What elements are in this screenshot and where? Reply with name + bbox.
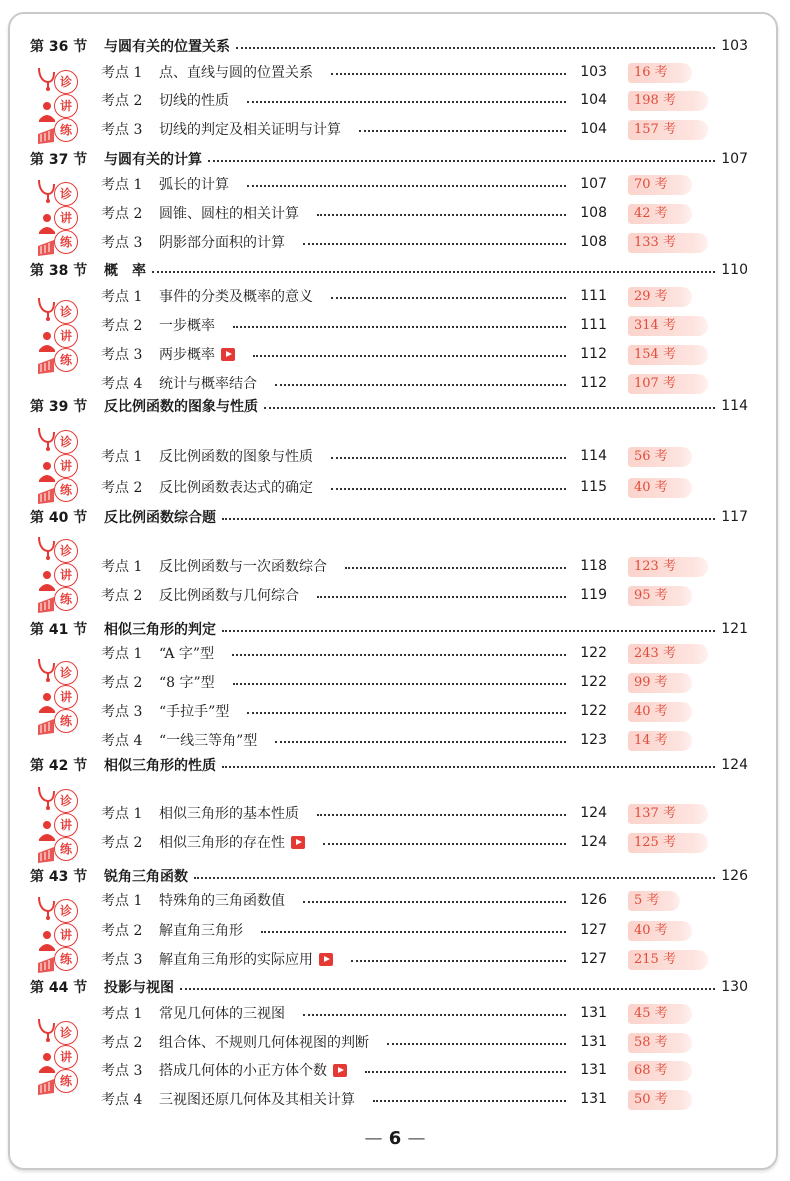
point-page-number: 108 (580, 234, 607, 250)
point-title-text: 一步概率 (159, 318, 215, 334)
point-title-text: 圆锥、圆柱的相关计算 (159, 206, 299, 222)
exam-point-row[interactable] (101, 61, 607, 83)
point-label: 考点 1 (101, 646, 143, 662)
logo-char-3: 练 (54, 947, 78, 971)
logo-char-2: 讲 (54, 1045, 78, 1069)
exam-count-badge: 5 考 (628, 891, 680, 911)
logo-char-3: 练 (54, 837, 78, 861)
section-name: 反比例函数的图象与性质 (104, 399, 258, 415)
point-title (159, 1003, 285, 1023)
point-title-text: 弧长的计算 (159, 177, 229, 193)
point-page-number: 131 (580, 1034, 607, 1050)
point-title (159, 585, 299, 605)
exam-count-badge: 215 考 (628, 950, 708, 970)
zhen-jiang-lian-logo (36, 178, 80, 258)
point-label: 考点 2 (101, 923, 143, 939)
dot-leader (275, 384, 566, 386)
logo-char-1: 诊 (54, 661, 78, 685)
point-title-text: 常见几何体的三视图 (159, 1006, 285, 1022)
point-page-number: 118 (580, 558, 607, 574)
point-label: 考点 2 (101, 480, 143, 496)
logo-char-1: 诊 (54, 70, 78, 94)
point-label: 考点 2 (101, 675, 143, 691)
point-label: 考点 4 (101, 376, 143, 392)
dot-leader (323, 843, 566, 845)
section-number: 第 39 节 (30, 399, 88, 415)
exam-count-badge: 99 考 (628, 673, 692, 693)
student-icon (38, 100, 56, 148)
point-page-number: 111 (580, 317, 607, 333)
exam-count-badge: 123 考 (628, 557, 708, 577)
point-label: 考点 3 (101, 122, 143, 138)
page-number: 6 (388, 1128, 402, 1149)
exam-point-row[interactable] (101, 1031, 607, 1053)
section-page-number: 110 (721, 262, 748, 278)
point-label: 考点 1 (101, 893, 143, 909)
exam-count-badge: 40 考 (628, 478, 692, 498)
point-page-number: 126 (580, 892, 607, 908)
point-label: 考点 1 (101, 289, 143, 305)
point-page-number: 114 (580, 448, 607, 464)
logo-char-2: 讲 (54, 206, 78, 230)
logo-char-3: 练 (54, 1069, 78, 1093)
point-title (159, 344, 235, 364)
point-page-number: 104 (580, 121, 607, 137)
point-label: 考点 4 (101, 733, 143, 749)
student-icon (38, 929, 56, 977)
logo-char-2: 讲 (54, 923, 78, 947)
exam-count-badge: 125 考 (628, 833, 708, 853)
point-label: 考点 3 (101, 1063, 143, 1079)
exam-count-badge: 29 考 (628, 287, 692, 307)
section-name: 概 率 (104, 263, 146, 279)
dot-leader (247, 101, 566, 103)
section-name: 相似三角形的判定 (104, 622, 216, 638)
logo-char-2: 讲 (54, 94, 78, 118)
exam-count-badge: 16 考 (628, 63, 692, 83)
point-page-number: 122 (580, 703, 607, 719)
student-icon (38, 569, 56, 617)
exam-count-badge: 58 考 (628, 1033, 692, 1053)
dot-leader (222, 766, 715, 768)
section-heading[interactable] (30, 754, 748, 776)
point-title (159, 90, 229, 110)
exam-point-row[interactable] (101, 202, 607, 224)
point-page-number: 123 (580, 732, 607, 748)
exam-count-badge: 56 考 (628, 447, 692, 467)
exam-count-badge: 154 考 (628, 345, 708, 365)
point-title-text: 组合体、不规则几何体视图的判断 (159, 1035, 369, 1051)
point-title-text: 事件的分类及概率的意义 (159, 289, 313, 305)
point-page-number: 107 (580, 176, 607, 192)
exam-count-badge: 107 考 (628, 374, 708, 394)
dot-leader (247, 185, 566, 187)
zhen-jiang-lian-logo (36, 426, 80, 506)
section-page-number: 126 (721, 868, 748, 884)
dot-leader (194, 877, 715, 879)
logo-char-1: 诊 (54, 539, 78, 563)
section-number: 第 36 节 (30, 39, 88, 55)
video-play-icon[interactable] (319, 953, 333, 966)
student-icon (38, 691, 56, 739)
point-title (159, 1089, 355, 1109)
student-icon (38, 212, 56, 260)
section-name: 相似三角形的性质 (104, 758, 216, 774)
exam-point-row[interactable] (101, 555, 607, 577)
exam-point-row[interactable] (101, 948, 607, 970)
exam-count-badge: 70 考 (628, 175, 692, 195)
exam-count-badge: 95 考 (628, 586, 692, 606)
exam-point-row[interactable] (101, 1059, 607, 1081)
logo-char-2: 讲 (54, 324, 78, 348)
logo-char-2: 讲 (54, 813, 78, 837)
exam-point-row[interactable] (101, 831, 607, 853)
section-number: 第 41 节 (30, 622, 88, 638)
point-title-text: 阴影部分面积的计算 (159, 235, 285, 251)
section-heading[interactable] (30, 976, 748, 998)
point-title-text: 反比例函数的图象与性质 (159, 449, 313, 465)
point-title-text: 切线的判定及相关证明与计算 (159, 122, 341, 138)
point-page-number: 112 (580, 346, 607, 362)
video-play-icon[interactable] (221, 348, 235, 361)
exam-point-row[interactable] (101, 642, 607, 664)
point-page-number: 111 (580, 288, 607, 304)
section-name: 反比例函数综合题 (104, 510, 216, 526)
exam-point-row[interactable] (101, 584, 607, 606)
point-page-number: 103 (580, 64, 607, 80)
section-heading[interactable] (30, 148, 748, 170)
exam-count-badge: 243 考 (628, 644, 708, 664)
dot-leader (331, 73, 566, 75)
dot-leader (303, 243, 566, 245)
exam-count-badge: 14 考 (628, 731, 692, 751)
point-title (159, 315, 215, 335)
point-title (159, 730, 257, 750)
exam-point-row[interactable] (101, 1088, 607, 1110)
point-title-text: 两步概率 (159, 347, 215, 363)
exam-point-row[interactable] (101, 343, 607, 365)
dot-leader (359, 130, 566, 132)
point-title (159, 446, 313, 466)
section-number: 第 37 节 (30, 152, 88, 168)
section-number: 第 42 节 (30, 758, 88, 774)
section-page-number: 121 (721, 621, 748, 637)
point-label: 考点 2 (101, 206, 143, 222)
exam-point-row[interactable] (101, 729, 607, 751)
logo-char-3: 练 (54, 118, 78, 142)
point-page-number: 104 (580, 92, 607, 108)
dot-leader (331, 297, 566, 299)
student-icon (38, 819, 56, 867)
exam-point-row[interactable] (101, 285, 607, 307)
point-label: 考点 2 (101, 1035, 143, 1051)
point-page-number: 124 (580, 834, 607, 850)
point-title-text: 切线的性质 (159, 93, 229, 109)
logo-char-1: 诊 (54, 789, 78, 813)
dot-leader (387, 1043, 566, 1045)
point-page-number: 108 (580, 205, 607, 221)
student-icon (38, 460, 56, 508)
student-icon (38, 330, 56, 378)
zhen-jiang-lian-logo (36, 296, 80, 376)
logo-char-3: 练 (54, 587, 78, 611)
section-number: 第 38 节 (30, 263, 88, 279)
point-title (159, 556, 327, 576)
dot-leader (317, 214, 566, 216)
zhen-jiang-lian-logo (36, 657, 80, 737)
point-title (159, 920, 243, 940)
video-play-icon[interactable] (333, 1064, 347, 1077)
logo-char-1: 诊 (54, 1021, 78, 1045)
point-label: 考点 4 (101, 1092, 143, 1108)
point-page-number: 115 (580, 479, 607, 495)
logo-char-1: 诊 (54, 899, 78, 923)
page-footer (0, 1128, 790, 1149)
section-number: 第 40 节 (30, 510, 88, 526)
dot-leader (303, 901, 566, 903)
exam-point-row[interactable] (101, 671, 607, 693)
point-title-text: 三视图还原几何体及其相关计算 (159, 1092, 355, 1108)
exam-point-row[interactable] (101, 1002, 607, 1024)
zhen-jiang-lian-logo (36, 535, 80, 615)
point-label: 考点 2 (101, 835, 143, 851)
section-heading[interactable] (30, 506, 748, 528)
section-page-number: 130 (721, 979, 748, 995)
dot-leader (331, 457, 566, 459)
point-title (159, 174, 229, 194)
dot-leader (253, 355, 566, 357)
dot-leader (180, 988, 715, 990)
dot-leader (317, 814, 566, 816)
point-title-text: “8 字”型 (159, 675, 215, 691)
point-label: 考点 3 (101, 952, 143, 968)
point-label: 考点 2 (101, 318, 143, 334)
point-title (159, 803, 299, 823)
logo-char-3: 练 (54, 478, 78, 502)
exam-count-badge: 198 考 (628, 91, 708, 111)
exam-point-row[interactable] (101, 314, 607, 336)
point-title (159, 1060, 347, 1080)
logo-char-1: 诊 (54, 182, 78, 206)
section-heading[interactable] (30, 618, 748, 640)
point-title-text: 点、直线与圆的位置关系 (159, 65, 313, 81)
point-page-number: 119 (580, 587, 607, 603)
exam-point-row[interactable] (101, 700, 607, 722)
point-title (159, 672, 215, 692)
zhen-jiang-lian-logo (36, 895, 80, 975)
exam-point-row[interactable] (101, 445, 607, 467)
section-heading[interactable] (30, 259, 748, 281)
point-title-text: 反比例函数与几何综合 (159, 588, 299, 604)
exam-point-row[interactable] (101, 476, 607, 498)
zhen-jiang-lian-logo (36, 66, 80, 146)
dot-leader (222, 630, 715, 632)
point-label: 考点 2 (101, 93, 143, 109)
point-page-number: 122 (580, 674, 607, 690)
dot-leader (373, 1100, 566, 1102)
dot-leader (232, 654, 566, 656)
section-heading[interactable] (30, 35, 748, 57)
exam-point-row[interactable] (101, 889, 607, 911)
point-label: 考点 1 (101, 177, 143, 193)
logo-char-1: 诊 (54, 430, 78, 454)
point-label: 考点 3 (101, 347, 143, 363)
point-title-text: 解直角三角形 (159, 923, 243, 939)
exam-count-badge: 40 考 (628, 921, 692, 941)
point-title (159, 832, 305, 852)
point-title-text: “手拉手”型 (159, 704, 230, 720)
section-page-number: 117 (721, 509, 748, 525)
section-heading[interactable] (30, 865, 748, 887)
exam-point-row[interactable] (101, 89, 607, 111)
point-label: 考点 1 (101, 1006, 143, 1022)
section-number: 第 43 节 (30, 869, 88, 885)
dot-leader (247, 712, 566, 714)
exam-point-row[interactable] (101, 919, 607, 941)
point-title-text: 反比例函数与一次函数综合 (159, 559, 327, 575)
point-label: 考点 1 (101, 806, 143, 822)
exam-count-badge: 40 考 (628, 702, 692, 722)
dot-leader (264, 407, 715, 409)
exam-count-badge: 314 考 (628, 316, 708, 336)
point-label: 考点 1 (101, 65, 143, 81)
section-name: 锐角三角函数 (104, 869, 188, 885)
point-title (159, 1032, 369, 1052)
exam-count-badge: 68 考 (628, 1061, 692, 1081)
section-number: 第 44 节 (30, 980, 88, 996)
point-title (159, 62, 313, 82)
point-title-text: “A 字”型 (159, 646, 215, 662)
point-title (159, 119, 341, 139)
exam-count-badge: 133 考 (628, 233, 708, 253)
point-title-text: 相似三角形的存在性 (159, 835, 285, 851)
exam-point-row[interactable] (101, 118, 607, 140)
point-label: 考点 1 (101, 449, 143, 465)
dot-leader (303, 1014, 566, 1016)
dot-leader (365, 1071, 566, 1073)
point-page-number: 131 (580, 1005, 607, 1021)
point-title (159, 890, 285, 910)
section-page-number: 124 (721, 757, 748, 773)
point-title (159, 203, 299, 223)
exam-point-row[interactable] (101, 372, 607, 394)
point-page-number: 112 (580, 375, 607, 391)
dot-leader (208, 160, 715, 162)
exam-count-badge: 157 考 (628, 120, 708, 140)
point-label: 考点 3 (101, 704, 143, 720)
point-title-text: 解直角三角形的实际应用 (159, 952, 313, 968)
dot-leader (236, 47, 715, 49)
dot-leader (233, 683, 567, 685)
dot-leader (351, 960, 566, 962)
student-icon (38, 1051, 56, 1099)
exam-point-row[interactable] (101, 231, 607, 253)
point-label: 考点 1 (101, 559, 143, 575)
section-page-number: 107 (721, 151, 748, 167)
point-page-number: 131 (580, 1062, 607, 1078)
footer-dash-right: — (407, 1128, 426, 1149)
exam-point-row[interactable] (101, 802, 607, 824)
point-title (159, 232, 285, 252)
point-title (159, 701, 229, 721)
exam-count-badge: 137 考 (628, 804, 708, 824)
point-title-text: 搭成几何体的小正方体个数 (159, 1063, 327, 1079)
logo-char-3: 练 (54, 709, 78, 733)
exam-count-badge: 45 考 (628, 1004, 692, 1024)
point-label: 考点 3 (101, 235, 143, 251)
section-page-number: 114 (721, 398, 748, 414)
logo-char-2: 讲 (54, 685, 78, 709)
point-title (159, 643, 214, 663)
logo-char-3: 练 (54, 230, 78, 254)
section-heading[interactable] (30, 395, 748, 417)
logo-char-3: 练 (54, 348, 78, 372)
point-title-text: 特殊角的三角函数值 (159, 893, 285, 909)
point-title-text: 统计与概率结合 (159, 376, 257, 392)
logo-char-2: 讲 (54, 563, 78, 587)
dot-leader (152, 271, 715, 273)
video-play-icon[interactable] (291, 836, 305, 849)
dot-leader (317, 596, 566, 598)
point-page-number: 122 (580, 645, 607, 661)
footer-dash-left: — (364, 1128, 383, 1149)
point-title-text: “一线三等角”型 (159, 733, 258, 749)
section-name: 与圆有关的计算 (104, 152, 202, 168)
dot-leader (331, 488, 566, 490)
point-page-number: 124 (580, 805, 607, 821)
logo-char-2: 讲 (54, 454, 78, 478)
point-title-text: 相似三角形的基本性质 (159, 806, 299, 822)
dot-leader (345, 567, 566, 569)
section-page-number: 103 (721, 38, 748, 54)
logo-char-1: 诊 (54, 300, 78, 324)
exam-point-row[interactable] (101, 173, 607, 195)
point-title (159, 373, 257, 393)
point-label: 考点 2 (101, 588, 143, 604)
point-page-number: 127 (580, 922, 607, 938)
dot-leader (233, 326, 566, 328)
dot-leader (261, 931, 566, 933)
zhen-jiang-lian-logo (36, 1017, 80, 1097)
zhen-jiang-lian-logo (36, 785, 80, 865)
exam-count-badge: 50 考 (628, 1090, 692, 1110)
dot-leader (222, 518, 715, 520)
point-page-number: 131 (580, 1091, 607, 1107)
dot-leader (275, 741, 566, 743)
section-name: 与圆有关的位置关系 (104, 39, 230, 55)
exam-count-badge: 42 考 (628, 204, 692, 224)
section-name: 投影与视图 (104, 980, 174, 996)
point-title-text: 反比例函数表达式的确定 (159, 480, 313, 496)
point-page-number: 127 (580, 951, 607, 967)
point-title (159, 477, 313, 497)
point-title (159, 286, 313, 306)
point-title (159, 949, 333, 969)
